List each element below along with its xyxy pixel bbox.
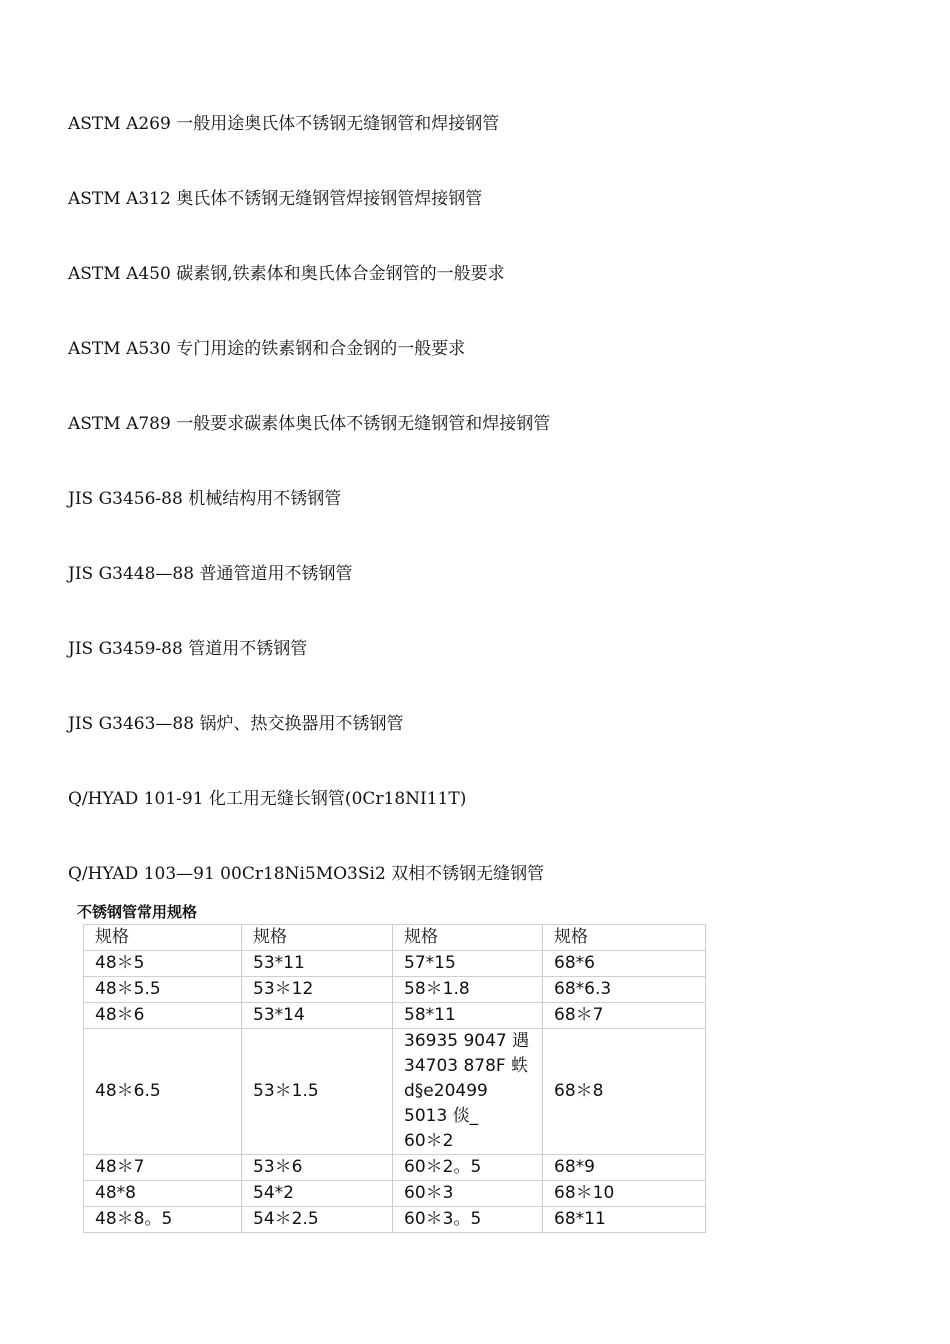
table-cell: 68*6	[543, 951, 706, 977]
table-row	[84, 977, 706, 1003]
table-cell: 68＊10	[543, 1181, 706, 1207]
table-cell: 58＊1.8	[393, 977, 543, 1003]
table-cell: 68*6.3	[543, 977, 706, 1003]
column-header: 规格	[242, 925, 393, 951]
standard-line: Q/HYAD 103—91 00Cr18Ni5MO3Si2 双相不锈钢无缝钢管	[68, 864, 545, 884]
table-row	[84, 1003, 706, 1029]
table-cell: 68＊7	[543, 1003, 706, 1029]
table-cell: 48＊8。5	[84, 1207, 242, 1233]
table-cell: 36935 9047 遇 34703 878F 蛈 d§e20499 5013 倓_ 60＊2	[393, 1029, 543, 1155]
standard-line: Q/HYAD 101-91 化工用无缝长钢管(0Cr18NI11T)	[68, 789, 467, 809]
table-row	[84, 1207, 706, 1233]
table-cell: 60＊3	[393, 1181, 543, 1207]
standard-line: JIS G3456-88 机械结构用不锈钢管	[68, 489, 342, 509]
table-cell: 53＊1.5	[242, 1029, 393, 1155]
table-cell: 53*11	[242, 951, 393, 977]
table-cell: 48＊5.5	[84, 977, 242, 1003]
table-cell: 53*14	[242, 1003, 393, 1029]
table-cell: 53＊12	[242, 977, 393, 1003]
table-header-row	[84, 925, 706, 951]
standard-line: ASTM A312 奥氏体不锈钢无缝钢管焊接钢管焊接钢管	[68, 189, 483, 209]
table-row	[84, 1181, 706, 1207]
table-cell: 68*9	[543, 1155, 706, 1181]
table-cell: 48*8	[84, 1181, 242, 1207]
table-cell: 58*11	[393, 1003, 543, 1029]
standard-line: ASTM A269 一般用途奥氏体不锈钢无缝钢管和焊接钢管	[68, 114, 500, 134]
table-cell: 48＊6.5	[84, 1029, 242, 1155]
spec-table	[83, 924, 706, 1233]
table-cell: 57*15	[393, 951, 543, 977]
table-cell: 54*2	[242, 1181, 393, 1207]
standard-line: JIS G3459-88 管道用不锈钢管	[68, 639, 308, 659]
table-cell: 60＊3。5	[393, 1207, 543, 1233]
column-header: 规格	[84, 925, 242, 951]
standard-line: JIS G3463—88 锅炉、热交换器用不锈钢管	[68, 714, 404, 734]
standard-line: ASTM A530 专门用途的铁素钢和合金钢的一般要求	[68, 339, 466, 359]
table-row	[84, 1155, 706, 1181]
table-row	[84, 1029, 706, 1155]
table-cell: 48＊5	[84, 951, 242, 977]
table-cell: 68＊8	[543, 1029, 706, 1155]
standard-line: ASTM A450 碳素钢,铁素体和奥氏体合金钢管的一般要求	[68, 264, 505, 284]
table-cell: 48＊6	[84, 1003, 242, 1029]
table-title: 不锈钢管常用规格	[77, 903, 198, 921]
table-cell: 48＊7	[84, 1155, 242, 1181]
table-row	[84, 951, 706, 977]
table-cell: 53＊6	[242, 1155, 393, 1181]
table-cell: 60＊2。5	[393, 1155, 543, 1181]
standard-line: JIS G3448—88 普通管道用不锈钢管	[68, 564, 353, 584]
standard-line: ASTM A789 一般要求碳素体奥氏体不锈钢无缝钢管和焊接钢管	[68, 414, 551, 434]
table-cell: 68*11	[543, 1207, 706, 1233]
table-cell: 54＊2.5	[242, 1207, 393, 1233]
column-header: 规格	[393, 925, 543, 951]
column-header: 规格	[543, 925, 706, 951]
